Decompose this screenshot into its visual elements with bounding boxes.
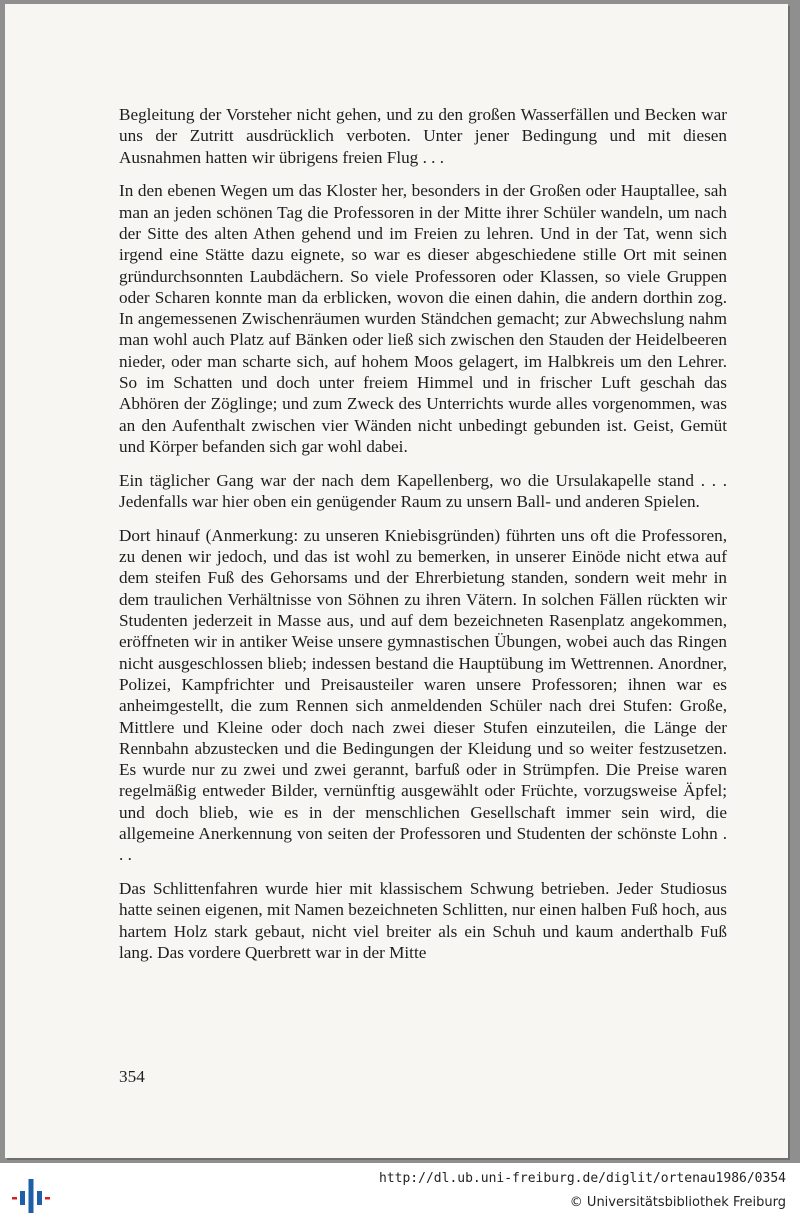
paragraph: Dort hinauf (Anmerkung: zu unseren Kniebisgründen) führten uns oft die Professoren, zu denen wir jedoch, und das ist wohl zu bemerken, in unserer Einöde nicht etwa auf dem steifen Fuß des Gehorsams und der Ehrerbietung standen, sondern weit mehr in dem traulichen Verhältnisse von Söhnen zu ihren Vätern. In solchen Fällen rückten wir Studenten jederzeit in Masse aus, und auf dem bezeichneten Rasenplatz angekommen, eröffneten wir in antiker Weise unsere gymnastischen Übungen, wobei auch das Ringen nicht ausgeschlossen blieb; indessen bestand die Hauptübung im Wettrennen. Anordner, Polizei, Kampfrichter und Preisausteiler waren unsere Professoren; ihnen war es anheimgestellt, die zum Rennen sich anmeldenden Schüler nach drei Stufen: Große, Mittlere und Kleine oder doch nach zwei dieser Stufen einzuteilen, die Länge der Rennbahn abzustecken und die Bedingungen der Kleidung und so weiter festzusetzen. Es wurde nur zu zwei und zwei gerannt, barfuß oder in Strümpfen. Die Preise waren regelmäßig entweder Bilder, vernünftig ausgewählt oder Früchte, vorzugsweise Äpfel; und doch blieb, wie es in der menschlichen Gesellschaft immer sein wird, die allgemeine Anerkennung von seiten der Professoren und Studenten der schönste Lohn . . . xyxy=(119,525,727,865)
paragraph: Ein täglicher Gang war der nach dem Kapellenberg, wo die Ursulakapelle stand . . . Jedenfalls war hier oben ein genügender Raum zu unsern Ball- und anderen Spielen. xyxy=(119,470,727,512)
paragraph: In den ebenen Wegen um das Kloster her, besonders in der Großen oder Hauptallee, sah man an jeden schönen Tag die Professoren in der Mitte ihrer Schüler wandeln, um nach der Sitte des alten Athen gehend und im Freien zu lehren. Und in der Tat, wenn sich irgend eine Stätte dazu eignete, so war es dieser abgeschiedene stille Ort mit seinen gründurchsonnten Laubdächern. So viele Professoren oder Klassen, so viele Gruppen oder Scharen konnte man da erblicken, wovon die einen dahin, die andern dorthin zog. In angemessenen Zwischenräumen wurden Ständchen gemacht; zur Abwechslung nahm man wohl auch Platz auf Bänken oder ließ sich zwischen den Stauden der Heidelbeeren nieder, oder man scharte sich, auf hohem Moos gelagert, im Halbkreis um den Lehrer. So im Schatten und doch unter freiem Himmel und in frischer Luft geschah das Abhören der Zöglinge; und zum Zweck des Unterrichts wurde alles vorgenommen, was an den Aufenthalt zwischen vier Wänden nicht unbedingt gebunden ist. Geist, Gemüt und Körper befanden sich gar wohl dabei. xyxy=(119,181,727,456)
copyright-text: © Universitätsbibliothek Freiburg xyxy=(569,1195,786,1210)
footer xyxy=(0,1163,800,1220)
source-url-link[interactable]: http://dl.ub.uni-freiburg.de/diglit/ortenau1986/0354 xyxy=(379,1171,786,1186)
page-text xyxy=(119,104,727,976)
ub-freiburg-logo-icon[interactable] xyxy=(10,1173,52,1213)
page-number: 354 xyxy=(119,1067,145,1086)
book-page xyxy=(5,4,788,1158)
paragraph: Das Schlittenfahren wurde hier mit klassischem Schwung betrieben. Jeder Studiosus hatte seinen eigenen, mit Namen bezeichneten Schlitten, nur einen halben Fuß hoch, aus hartem Holz stark gebaut, nicht viel breiter als ein Schuh und kaum anderthalb Fuß lang. Das vordere Querbrett war in der Mitte xyxy=(119,879,727,962)
paragraph: Begleitung der Vorsteher nicht gehen, und zu den großen Wasserfällen und Becken war uns der Zutritt ausdrücklich verboten. Unter jener Bedingung und mit diesen Ausnahmen hatten wir übrigens freien Flug . . . xyxy=(119,105,727,167)
